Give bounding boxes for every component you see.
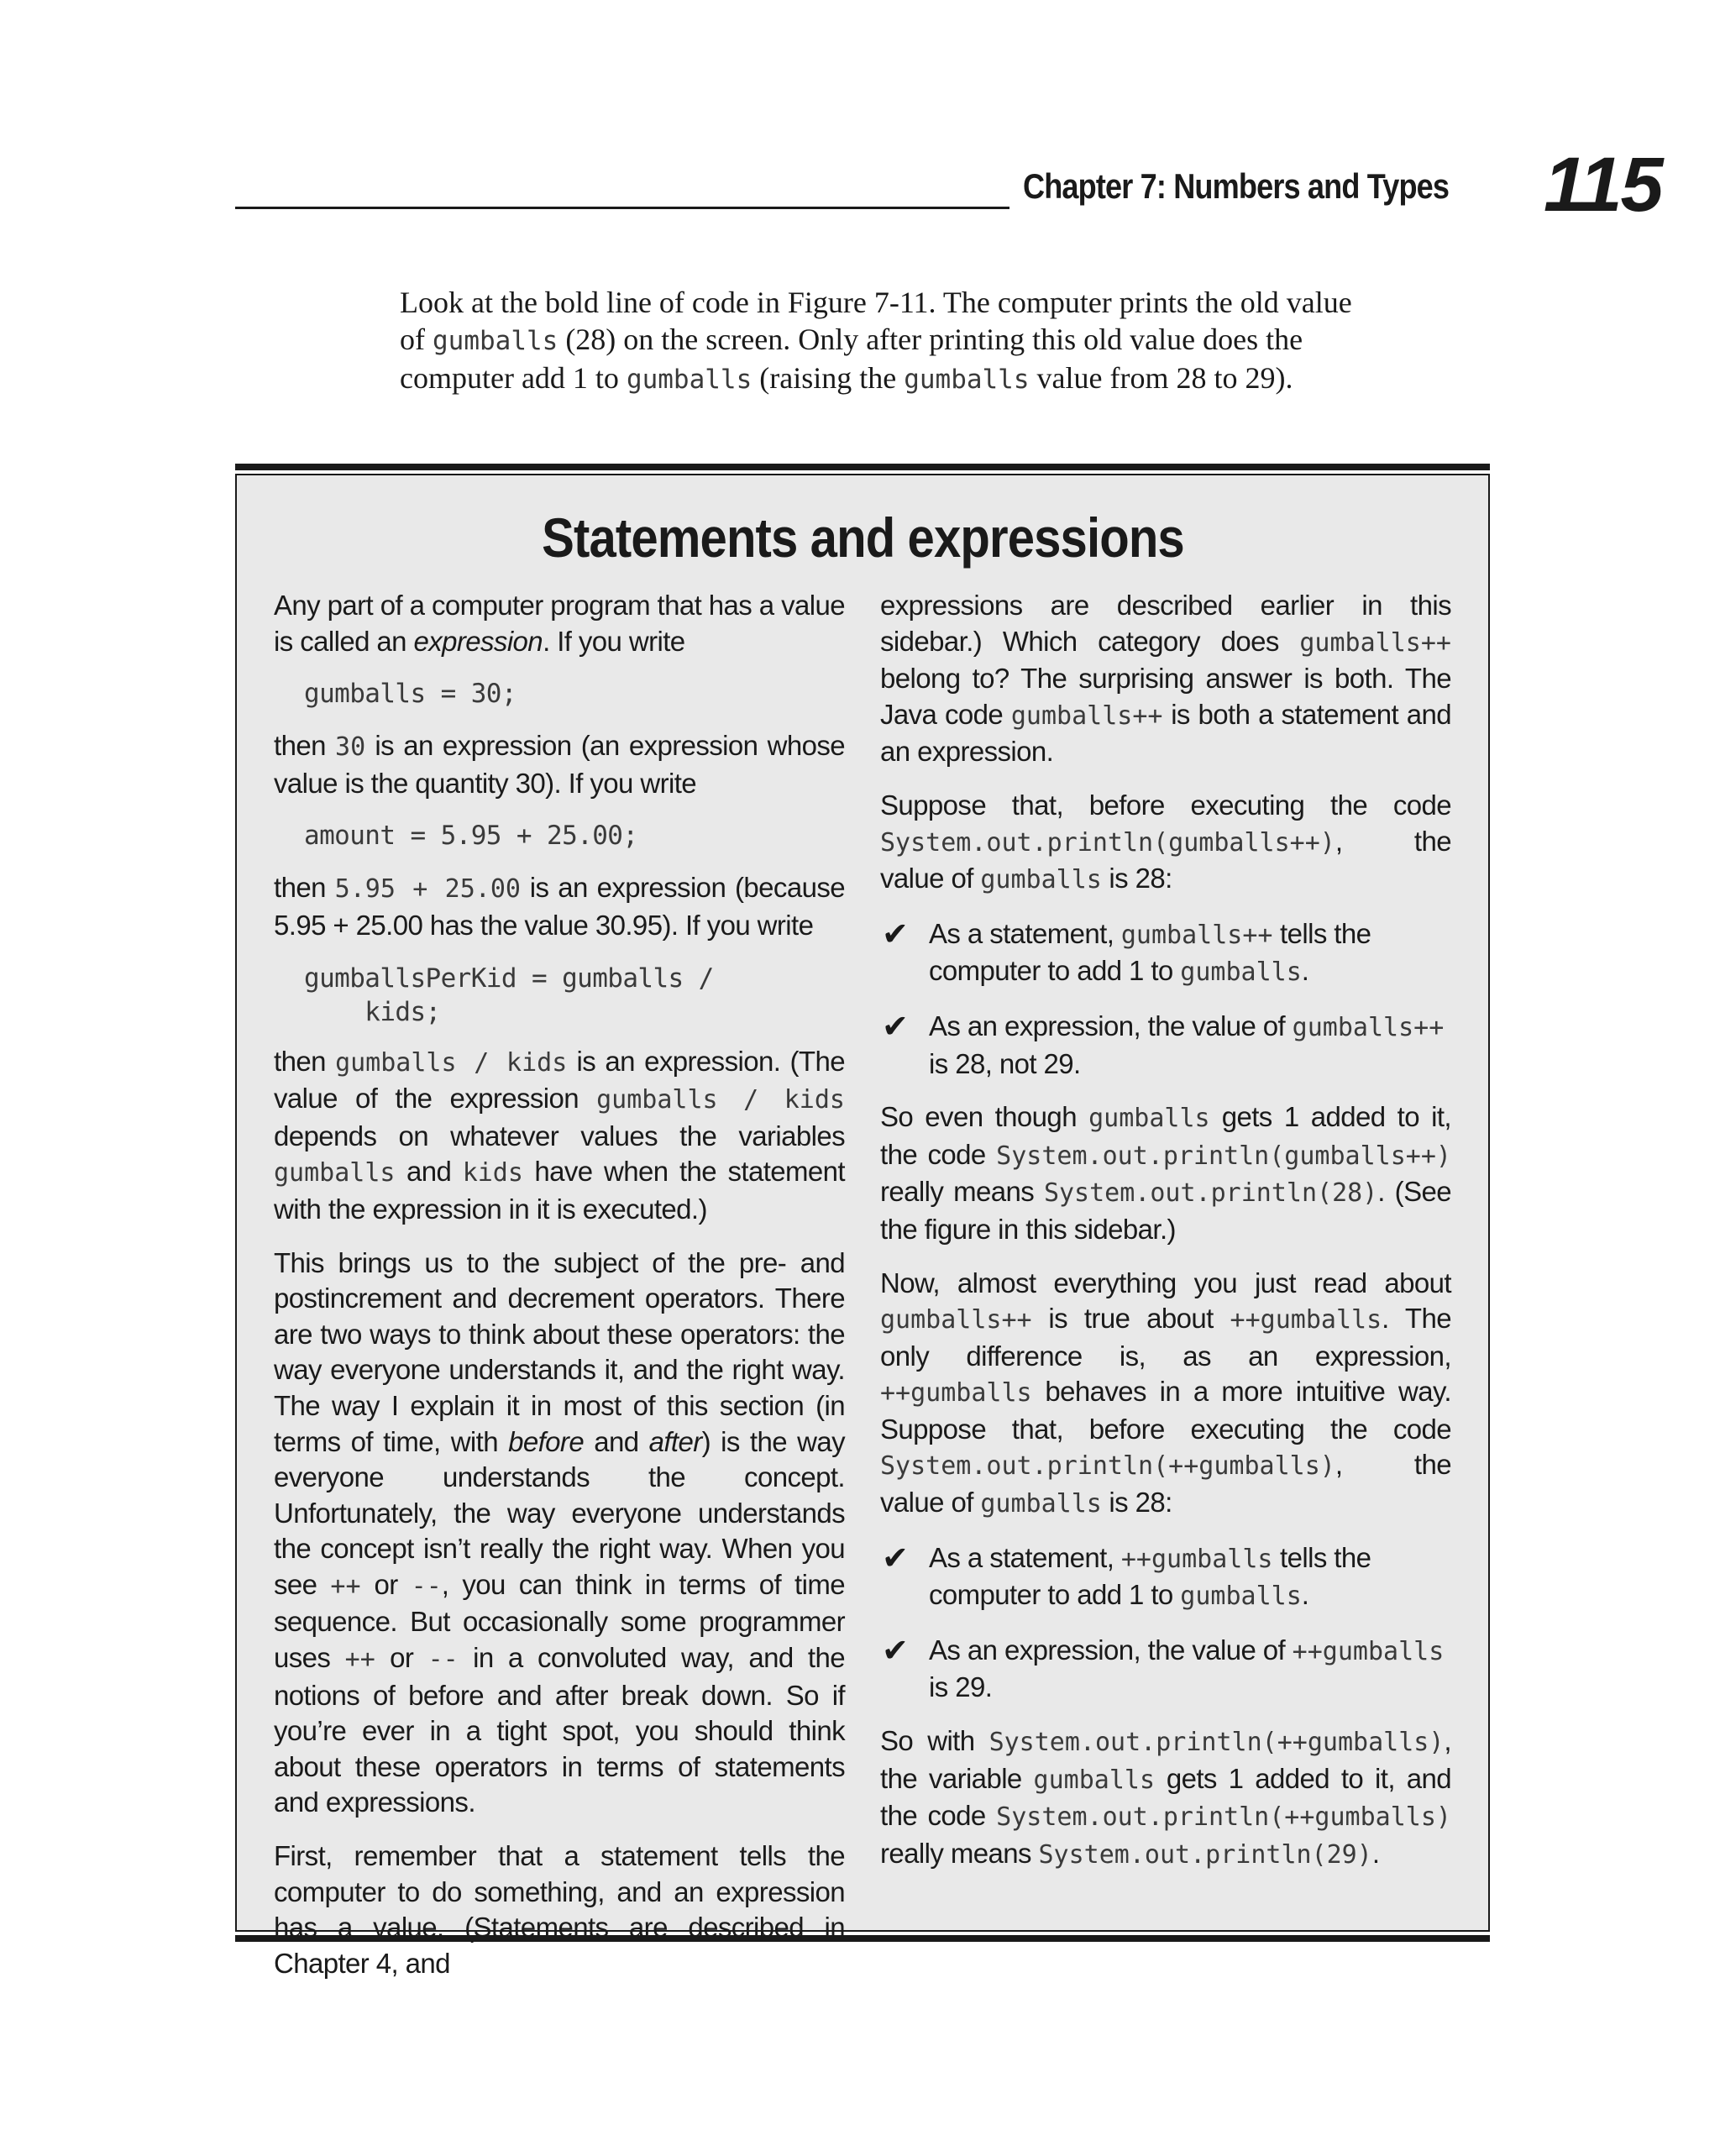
paragraph	[274, 588, 845, 659]
text: So with	[880, 1725, 989, 1757]
inline-code: --	[427, 1645, 459, 1675]
inline-code: gumballs	[274, 1158, 396, 1188]
code-block: gumballsPerKid = gumballs / kids;	[304, 963, 714, 1027]
text: gets 1 added to it, the code	[880, 1101, 1451, 1170]
text: As an expression, the value of	[929, 1010, 1293, 1041]
header-rule	[235, 207, 1009, 209]
code-block: amount = 5.95 + 25.00;	[304, 821, 638, 852]
inline-code: gumballs / kids	[335, 1047, 568, 1078]
check-icon: ✔	[882, 1007, 909, 1045]
text: behaves in a more intuitive way. Suppose that, before executing the code	[880, 1376, 1451, 1445]
text: . If you write	[543, 625, 685, 657]
inline-code: System.out.println(++gumballs)	[996, 1802, 1451, 1833]
check-icon: ✔	[882, 1631, 909, 1669]
sidebar-left-column	[274, 588, 845, 1999]
paragraph	[880, 1099, 1451, 1247]
paragraph	[274, 1044, 845, 1228]
text: depends on whatever values the variables	[274, 1120, 845, 1151]
text: is both a statement and an expression.	[880, 698, 1451, 768]
inline-code: gumballs	[626, 365, 752, 395]
text: tells the computer to add 1 to	[929, 1541, 1371, 1611]
inline-code: ++gumballs	[1292, 1636, 1445, 1666]
inline-code: gumballs	[433, 326, 558, 356]
text: then	[274, 1045, 336, 1077]
emphasis: after	[648, 1425, 702, 1457]
page-number: 115	[1544, 142, 1662, 228]
inline-code: gumballs	[1088, 1104, 1210, 1134]
paragraph	[274, 1246, 845, 1822]
text: .	[1301, 1579, 1309, 1611]
sidebar-title	[235, 504, 1490, 571]
inline-code: System.out.println(gumballs++)	[996, 1141, 1451, 1171]
intro-line-3	[400, 359, 1500, 398]
text: and	[395, 1156, 463, 1188]
inline-code: gumballs++	[880, 1305, 1032, 1335]
inline-code: --	[411, 1571, 442, 1601]
intro-text: value from 28 to 29).	[1029, 361, 1293, 395]
text: then	[274, 730, 336, 762]
text: is 28:	[1101, 1487, 1172, 1519]
paragraph	[880, 1266, 1451, 1523]
text: As a statement,	[929, 1541, 1121, 1573]
inline-code: System.out.println(gumballs++)	[880, 827, 1335, 858]
text: Any part of a computer program that has a value is called an	[274, 590, 845, 657]
text: ) is the way everyone understands the concept. Unfortunately, the way everyone understands the concept isn’t really the right way. When you see	[274, 1425, 845, 1600]
intro-text: (raising the	[752, 361, 905, 395]
chapter-title: Chapter 7: Numbers and Types	[1023, 166, 1450, 206]
text: .	[1371, 1837, 1380, 1869]
intro-paragraph	[400, 284, 1500, 398]
text: , you can think in terms of time sequence. But occasionally some programmer uses	[274, 1568, 845, 1674]
intro-text: (28) on the screen. Only after printing this old value does the	[558, 323, 1303, 356]
bullet-item	[880, 1540, 1451, 1615]
text: As an expression, the value of	[929, 1634, 1293, 1666]
inline-code: gumballs++	[1120, 920, 1273, 950]
text: and	[584, 1425, 649, 1457]
text: tells the computer to add 1 to	[929, 917, 1371, 987]
text: As a statement,	[929, 917, 1121, 949]
inline-code: System.out.println(++gumballs)	[880, 1451, 1335, 1482]
inline-code: System.out.println(28)	[1043, 1178, 1378, 1209]
inline-code: ++gumballs	[1120, 1544, 1273, 1574]
text: then	[274, 872, 335, 904]
text: or	[375, 1642, 428, 1674]
check-icon: ✔	[882, 1539, 909, 1576]
text: have when the statement with the expression in it is executed.)	[274, 1156, 845, 1225]
bullet-item	[880, 1633, 1451, 1706]
text: Suppose that, before executing the code	[880, 789, 1451, 821]
text: gets 1 added to it, and the code	[880, 1762, 1451, 1832]
paragraph	[880, 588, 1451, 770]
text: really means	[880, 1837, 1039, 1869]
bullet-item	[880, 1009, 1451, 1082]
inline-code: gumballs++	[1010, 700, 1163, 731]
text: really means	[880, 1176, 1044, 1208]
text: . The only difference is, as an expression,	[880, 1303, 1451, 1372]
text: , the value of	[880, 1449, 1451, 1519]
inline-code: ++	[344, 1645, 375, 1675]
inline-code: 30	[335, 732, 366, 763]
inline-code: gumballs	[1033, 1765, 1156, 1795]
intro-line-1	[400, 284, 1500, 321]
inline-code: ++gumballs	[1230, 1305, 1382, 1335]
inline-code: gumballs	[904, 365, 1030, 395]
paragraph: First, remember that a statement tells the computer to do something, and an expression has a value. (Statements are described in Chapter 4, and	[274, 1840, 845, 1979]
text: Now, almost everything you just read about	[880, 1267, 1451, 1298]
intro-text: computer add 1 to	[400, 361, 627, 395]
paragraph	[880, 788, 1451, 899]
emphasis: expression	[413, 625, 543, 657]
inline-code: ++gumballs	[880, 1378, 1032, 1408]
text: So even though	[880, 1101, 1089, 1133]
inline-code: kids	[462, 1158, 523, 1188]
sidebar-right-column	[880, 588, 1451, 1891]
sidebar-title-text: Statements and expressions	[541, 506, 1184, 569]
text: is 29.	[929, 1671, 993, 1703]
sidebar-top-rule	[235, 464, 1490, 470]
code-block: gumballs = 30;	[304, 679, 517, 710]
emphasis: before	[508, 1425, 585, 1457]
intro-text: of	[400, 323, 433, 356]
text: , the value of	[880, 825, 1451, 894]
inline-code: 5.95 + 25.00	[334, 874, 521, 905]
text: . (See the figure in this sidebar.)	[880, 1176, 1451, 1245]
inline-code: gumballs++	[1299, 627, 1451, 658]
inline-code: System.out.println(++gumballs)	[988, 1728, 1445, 1758]
inline-code: gumballs	[1180, 1582, 1302, 1612]
paragraph	[274, 728, 845, 801]
text: belong to? The surprising answer is both. The Java code	[880, 663, 1451, 730]
text: is true about	[1031, 1303, 1230, 1335]
text: .	[1301, 955, 1309, 987]
text: expressions are described earlier in this sidebar.) Which category does	[880, 590, 1451, 657]
inline-code: ++	[330, 1571, 361, 1601]
text: , the variable	[880, 1725, 1451, 1794]
intro-text: Look at the bold line of code in Figure 7-11. The computer prints the old value	[400, 286, 1352, 319]
inline-code: gumballs++	[1292, 1012, 1445, 1042]
text: in a convoluted way, and the notions of before and after break down. So if you’re ever in a tight spot, you should think about these operators in terms of statements and expressions.	[274, 1642, 846, 1818]
text: is an expression. (The value of the expression	[274, 1045, 845, 1115]
text: or	[360, 1568, 412, 1600]
text: This brings us to the subject of the pre- and postincrement and decrement operators. There are two ways to think about these operators: the way everyone understands it, and the right way. The way I explain it in most of this section (in terms of time, with	[274, 1246, 845, 1457]
text: is an expression (an expression whose value is the quantity 30). If you write	[274, 730, 845, 799]
paragraph	[274, 870, 845, 943]
inline-code: gumballs	[1180, 957, 1302, 988]
check-icon: ✔	[882, 915, 909, 952]
inline-code: gumballs	[980, 1489, 1102, 1519]
text: is 28, not 29.	[929, 1047, 1081, 1079]
inline-code: gumballs	[980, 865, 1102, 895]
inline-code: System.out.println(29)	[1038, 1839, 1372, 1870]
inline-code: gumballs / kids	[596, 1085, 845, 1115]
text: is 28:	[1101, 863, 1172, 894]
paragraph	[880, 1723, 1451, 1873]
text: is an expression (because 5.95 + 25.00 has the value 30.95). If you write	[274, 872, 845, 941]
intro-line-2	[400, 321, 1500, 359]
bullet-item	[880, 916, 1451, 991]
